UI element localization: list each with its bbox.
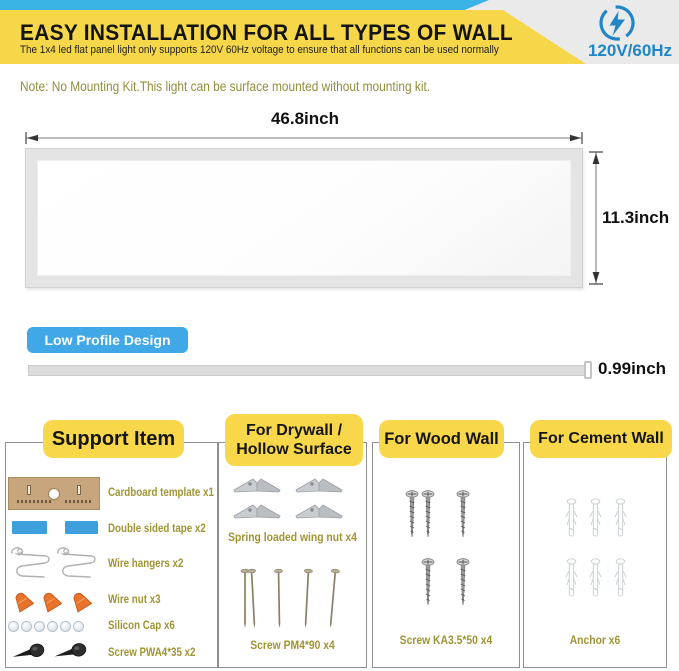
mounting-note: Note: No Mounting Kit.This light can be surface mounted without mounting kit. [20, 78, 431, 94]
wood-screws-image [405, 490, 490, 612]
cardboard-template-image [8, 477, 100, 510]
silicon-caps-image [8, 621, 84, 632]
banner-title: EASY INSTALLATION FOR ALL TYPES OF WALL [20, 20, 513, 45]
panel-height-label: 11.3inch [602, 208, 670, 227]
item-label: Screw PWA4*35 x2 [108, 647, 196, 659]
wood-wall-header: For Wood Wall [379, 420, 504, 458]
top-blue-accent-strip [0, 0, 489, 11]
item-label: Silicon Cap x6 [108, 620, 175, 632]
item-label: Screw KA3.5*50 x4 [399, 635, 493, 647]
anchors-image [565, 498, 640, 608]
cement-wall-header: For Cement Wall [530, 420, 672, 458]
item-label: Double sided tape x2 [108, 523, 206, 535]
double-sided-tape-image [12, 521, 47, 534]
item-label: Spring loaded wing nut x4 [228, 532, 357, 544]
black-screws-image [10, 638, 90, 666]
width-dimension-arrow [22, 131, 586, 145]
wing-nuts-image [233, 477, 358, 525]
item-label: Anchor x6 [569, 635, 621, 647]
banner-subtitle: The 1x4 led flat panel light only supports 120V 60Hz voltage to ensure that all functions can be used normally [20, 44, 499, 56]
panel-width-label: 46.8inch [270, 109, 340, 128]
voltage-lightning-icon [597, 3, 637, 43]
voltage-badge-label: 120V/60Hz [587, 41, 673, 60]
double-sided-tape-image [65, 521, 98, 534]
drywall-header: For Drywall / Hollow Surface [225, 414, 363, 466]
panel-thickness-label: 0.99inch [598, 359, 667, 378]
led-panel-surface [37, 160, 571, 276]
thickness-bracket [584, 361, 592, 379]
item-label: Wire hangers x2 [108, 558, 184, 570]
low-profile-badge: Low Profile Design [27, 327, 188, 353]
item-label: Wire nut x3 [108, 594, 161, 606]
drywall-box [218, 442, 367, 668]
long-screws-image [240, 568, 345, 630]
wire-nuts-image [10, 587, 95, 614]
panel-side-profile [28, 365, 585, 376]
item-label: Screw PM4*90 x4 [250, 640, 335, 652]
item-label: Cardboard template x1 [108, 487, 214, 499]
support-item-header: Support Item [43, 420, 184, 458]
wire-hangers-image [6, 545, 101, 585]
